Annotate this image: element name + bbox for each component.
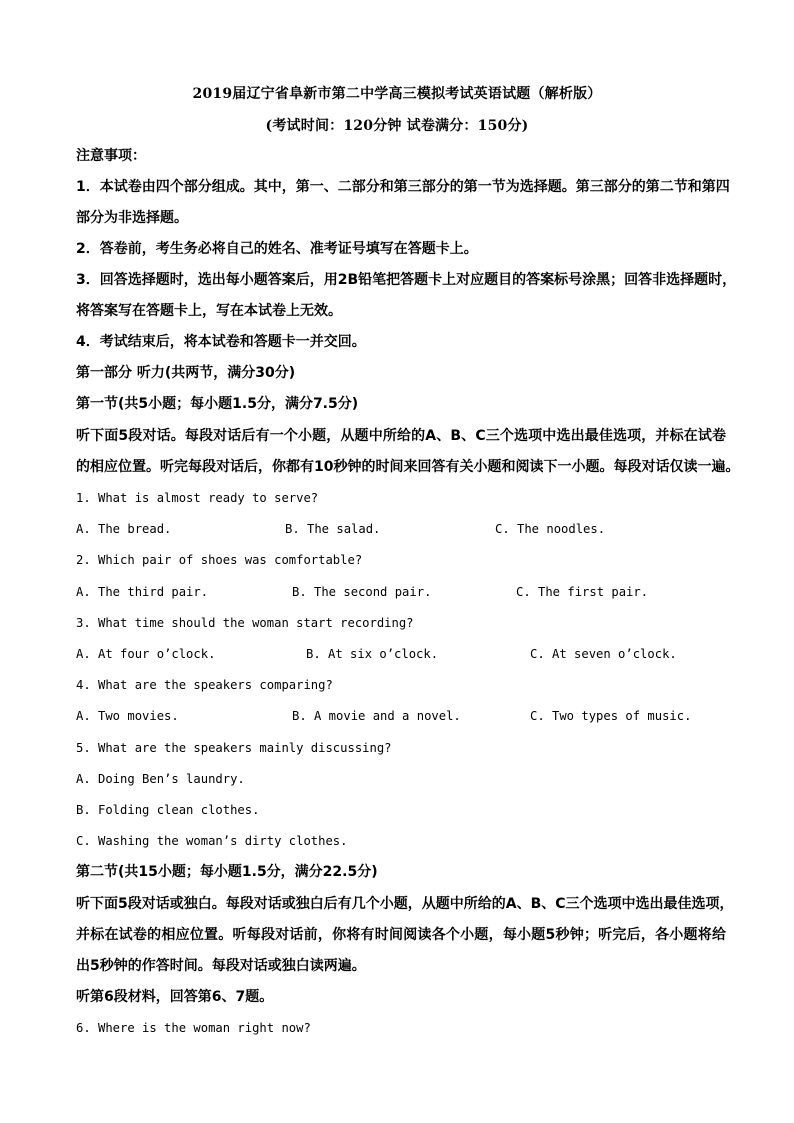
question-1: 1. What is almost ready to serve? <box>76 491 319 505</box>
q3-option-b: B. At six o’clock. <box>306 647 439 661</box>
notice-item-3-line-2: 将答案写在答题卡上，写在本试卷上无效。 <box>76 303 342 319</box>
question-3: 3. What time should the woman start recording? <box>76 616 414 630</box>
q3-option-a: A. At four o’clock. <box>76 647 216 661</box>
exam-title: 2019届辽宁省阜新市第二中学高三模拟考试英语试题（解析版） <box>192 86 602 102</box>
notice-item-2: 2．答卷前，考生务必将自己的姓名、准考证号填写在答题卡上。 <box>76 241 478 257</box>
section2-instruction-line-1: 听下面5段对话或独白。每段对话或独白后有几个小题，从题中所给的A、B、C三个选项中选出最佳选项， <box>76 896 734 912</box>
question-5: 5. What are the speakers mainly discussing? <box>76 741 392 755</box>
q2-option-a: A. The third pair. <box>76 585 209 599</box>
q4-option-a: A. Two movies. <box>76 709 179 723</box>
section2-heading: 第二节(共15小题；每小题1.5分，满分22.5分) <box>76 864 378 880</box>
part1-heading: 第一部分 听力(共两节，满分30分) <box>76 365 296 381</box>
notice-item-3-line-1: 3．回答选择题时，选出每小题答案后，用2B铅笔把答题卡上对应题目的答案标号涂黑；回答非选择题时， <box>76 272 737 288</box>
q5-option-a: A. Doing Ben’s laundry. <box>76 772 245 786</box>
material-6-heading: 听第6段材料，回答第6、7题。 <box>76 989 274 1005</box>
question-2: 2. Which pair of shoes was comfortable? <box>76 553 363 567</box>
notice-item-1-line-1: 1．本试卷由四个部分组成。其中，第一、二部分和第三部分的第一节为选择题。第三部分的第二节和第四 <box>76 179 730 195</box>
q3-option-c: C. At seven o’clock. <box>530 647 677 661</box>
exam-subtitle: (考试时间：120分钟 试卷满分：150分) <box>265 118 529 134</box>
q4-option-c: C. Two types of music. <box>530 709 692 723</box>
section2-instruction-line-2: 并标在试卷的相应位置。听每段对话前，你将有时间阅读各个小题，每小题5秒钟；听完后，各小题将给 <box>76 927 726 943</box>
section1-instruction-line-2: 的相应位置。听完每段对话后，你都有10秒钟的时间来回答有关小题和阅读下一小题。每段对话仅读一遍。 <box>76 459 740 475</box>
q1-option-b: B. The salad. <box>285 522 381 536</box>
section1-instruction-line-1: 听下面5段对话。每段对话后有一个小题，从题中所给的A、B、C三个选项中选出最佳选项，并标在试卷 <box>76 428 726 444</box>
section1-heading: 第一节(共5小题；每小题1.5分，满分7.5分) <box>76 396 359 412</box>
q2-option-c: C. The first pair. <box>516 585 649 599</box>
question-6: 6. Where is the woman right now? <box>76 1021 311 1035</box>
notice-item-4: 4．考试结束后，将本试卷和答题卡一并交回。 <box>76 334 366 350</box>
section2-instruction-line-3: 出5秒钟的作答时间。每段对话或独白读两遍。 <box>76 958 366 974</box>
question-4: 4. What are the speakers comparing? <box>76 678 333 692</box>
q5-option-c: C. Washing the woman’s dirty clothes. <box>76 834 348 848</box>
q5-option-b: B. Folding clean clothes. <box>76 803 260 817</box>
q4-option-b: B. A movie and a novel. <box>292 709 461 723</box>
q1-option-a: A. The bread. <box>76 522 172 536</box>
q2-option-b: B. The second pair. <box>292 585 432 599</box>
notice-heading: 注意事项： <box>76 148 146 164</box>
q1-option-c: C. The noodles. <box>495 522 606 536</box>
notice-item-1-line-2: 部分为非选择题。 <box>76 210 188 226</box>
